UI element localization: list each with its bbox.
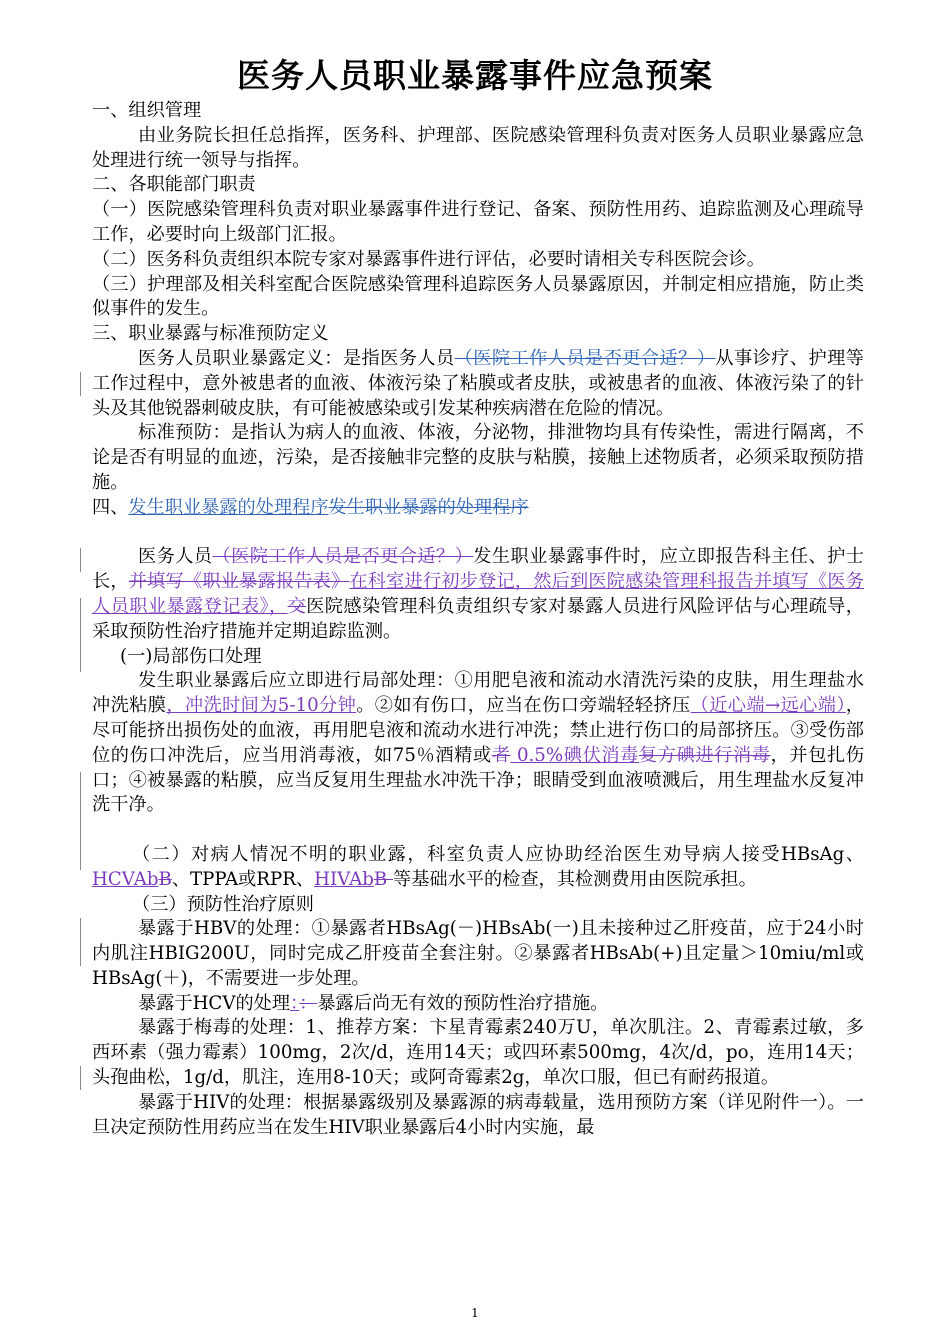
text-run: 。②如有伤口，应当在伤口旁端轻轻挤压 — [356, 695, 691, 717]
tracked-deletion: 复方碘进行消毒 — [638, 744, 771, 766]
change-bar — [80, 918, 81, 966]
tracked-insertion: 在科室进行初步登记，然后到医院感染管理科报告并填写《医务人员职业暴露登记表》， — [92, 571, 864, 617]
change-bar — [80, 372, 81, 396]
section-heading — [92, 496, 864, 521]
paragraph: 标准预防：是指认为病人的血液、体液，分泌物，排泄物均具有传染性，需进行隔离，不论是否有明显的血迹，污染，是否接触非完整的皮肤与粘膜，接触上述物质者，必须采取预防措施。 — [92, 422, 864, 493]
tracked-insertion: HIV — [314, 868, 350, 890]
section-heading: 一、组织管理 — [92, 100, 202, 121]
blank-line — [92, 818, 864, 843]
blank-line — [92, 521, 864, 546]
text-run: 、TPPA或RPR、 — [171, 868, 315, 890]
tracked-deletion: （医院工作人员是否更合适？） — [454, 347, 716, 369]
tracked-insertion: Ab — [133, 868, 159, 890]
subsection-heading: (一)局部伤口处理 — [120, 645, 262, 667]
tracked-deletion: 者 — [491, 744, 511, 766]
text-run: （二）对病人情况不明的职业露，科室负责人应协助经治医生劝导病人接受HBsAg、 — [132, 843, 864, 865]
document-title: 医务人员职业暴露事件应急预案 — [237, 56, 713, 95]
page-number: 1 — [471, 1306, 479, 1320]
tracked-deletion: 并填写《职业暴露报告表》 — [128, 571, 350, 593]
change-bar — [80, 772, 81, 870]
tracked-deletion: （医院工作人员是否更合适？） — [212, 546, 474, 568]
tracked-deletion: 交 — [287, 595, 307, 617]
section-heading: 二、各职能部门职责 — [92, 174, 256, 196]
tracked-insertion: 0.5%碘伏消毒 — [510, 744, 639, 766]
tracked-insertion: 发生职业暴露的处理程序 — [128, 496, 329, 518]
paragraph: 由业务院长担任总指挥，医务科、护理部、医院感染管理科负责对医务人员职业暴露应急处理进行统一领导与指挥。 — [92, 124, 864, 171]
paragraph: （三）护理部及相关科室配合医院感染管理科追踪医务人员暴露原因，并制定相应措施，防止类似事件的发生。 — [92, 273, 864, 320]
text-run: 从事诊疗、护理等工作过程中，意外被患者的血液、体液污染了粘膜或者皮肤，或被患者的血液、体液污染了的针头及其他锐器刺破皮肤，有可能被感染或引发某种疾病潜在危险的情况。 — [92, 347, 864, 419]
paragraph: 暴露于梅毒的处理：1、推荐方案：卞星青霉素240万U，单次肌注。2、青霉素过敏，多西环素（强力霉素）100mg，2次/d，连用14天；或四环素500mg，4次/d，po，连用14天；头孢曲松，1g/d，肌注，连用8-10天；或阿奇霉素2g，单次口服，但已有耐药报道。 — [92, 1017, 864, 1089]
paragraph: （一）医院感染管理科负责对职业暴露事件进行登记、备案、预防性用药、追踪监测及心理疏导工作，必要时向上级部门汇报。 — [92, 199, 864, 245]
tracked-deletion: ： — [299, 992, 318, 1014]
text-run: 医务人员职业暴露定义：是指医务人员 — [138, 347, 455, 369]
tracked-insertion: Ab — [349, 868, 374, 890]
tracked-insertion: ，冲洗时间为5-10分钟 — [166, 695, 357, 717]
tracked-insertion: HCV — [92, 868, 134, 890]
paragraph — [92, 992, 864, 1017]
paragraph: 暴露于HIV的处理：根据暴露级别及暴露源的病毒载量，选用预防方案（详见附件一）。一旦决定预防性用药应当在发生HIV职业暴露后4小时内实施，最 — [92, 1091, 864, 1138]
text-run: 发生职业暴露事件时，应立即报告科主任、护士长， — [92, 546, 864, 593]
tracked-insertion: ： — [290, 992, 300, 1014]
text-run: ，尽可能挤出损伤处的血液，再用肥皂液和流动水进行冲洗；禁止进行伤口的局部挤压。③受伤部位的伤口冲洗后，应当用消毒液，如75％酒精或 — [92, 695, 864, 766]
paragraph — [92, 843, 864, 893]
tracked-deletion: B — [158, 868, 172, 890]
text-run: 发生职业暴露后应立即进行局部处理：①用肥皂液和流动水清洗污染的皮肤，用生理盐水冲洗粘膜 — [92, 670, 864, 717]
change-bar — [80, 1066, 81, 1090]
change-bar — [80, 598, 81, 672]
text-run: 暴露于HCV的处理 — [138, 992, 291, 1014]
text-run: 暴露后尚无有效的预防性治疗措施。 — [317, 992, 609, 1014]
paragraph — [92, 545, 864, 644]
subsection-heading: （三）预防性治疗原则 — [132, 893, 314, 915]
text-run: 医务人员 — [138, 546, 213, 568]
text-run: ，并包扎伤口；④被暴露的粘膜，应当反复用生理盐水冲洗干净；眼睛受到血液喷溅后，用生理盐水反复冲洗干净。 — [92, 744, 864, 816]
change-bar — [80, 548, 81, 572]
tracked-deletion: B — [373, 868, 393, 890]
tracked-insertion: （近心端→远心端） — [690, 695, 846, 717]
section-heading: 三、职业暴露与标准预防定义 — [92, 323, 329, 345]
paragraph: 暴露于HBV的处理：①暴露者HBsAg(－)HBsAb(一)且未接种过乙肝疫苗，应于24小时内肌注HBIG200U，同时完成乙肝疫苗全套注射。②暴露者HBsAb(+)且定量＞10miu/ml或HBsAg(＋)，不需要进一步处理。 — [92, 918, 864, 989]
document-body — [92, 99, 864, 1140]
paragraph — [92, 669, 864, 818]
paragraph: （二）医务科负责组织本院专家对暴露事件进行评估，必要时请相关专科医院会诊。 — [92, 248, 765, 270]
paragraph — [92, 347, 864, 421]
text-run: 四、 — [92, 496, 129, 518]
text-run: 等基础水平的检查，其检测费用由医院承担。 — [393, 868, 757, 890]
text-run: 医院感染管理科负责组织专家对暴露人员进行风险评估与心理疏导，采取预防性治疗措施并定期追踪监测。 — [92, 595, 864, 642]
tracked-deletion: 发生职业暴露的处理程序 — [328, 496, 529, 518]
